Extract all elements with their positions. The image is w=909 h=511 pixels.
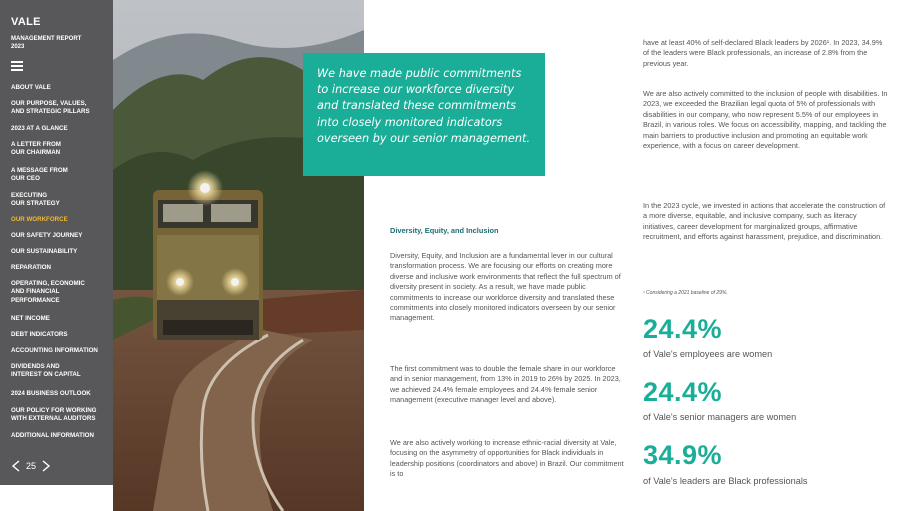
stat-value-black-leaders: 34.9% [643, 440, 723, 470]
body-paragraph-2: The first commitment was to double the female share in our workforce and in senior management, from 13% in 2019 to 26% by 2025. In 2023, we achieved 24.4% female employees and 24.4% female senior management (executive manager level and above). [390, 364, 621, 405]
sidebar-item-accounting[interactable]: ACCOUNTING INFORMATION [11, 347, 98, 354]
section-heading: Diversity, Equity, and Inclusion [390, 226, 499, 235]
stat-value-employees-women: 24.4% [643, 314, 723, 344]
sidebar-item-about-vale[interactable]: ABOUT VALE [11, 84, 51, 91]
brand-logo[interactable]: VALE [11, 16, 41, 28]
sidebar-item-performance[interactable]: OPERATING, ECONOMIC AND FINANCIAL PERFORMANCE [11, 280, 85, 304]
sidebar-item-strategy[interactable]: EXECUTING OUR STRATEGY [11, 192, 60, 208]
sidebar-item-safety[interactable]: OUR SAFETY JOURNEY [11, 232, 83, 239]
stat-label-employees-women: of Vale's employees are women [643, 349, 773, 359]
stat-label-black-leaders: of Vale's leaders are Black professionals [643, 476, 808, 486]
sidebar-item-workforce[interactable]: OUR WORKFORCE [11, 216, 68, 223]
sidebar-item-chairman-letter[interactable]: A LETTER FROM OUR CHAIRMAN [11, 141, 61, 157]
sidebar-item-dividends[interactable]: DIVIDENDS AND INTEREST ON CAPITAL [11, 363, 81, 379]
chevron-right-icon[interactable] [41, 460, 51, 472]
right-paragraph-1: have at least 40% of self-declared Black leaders by 2026¹. In 2023, 34.9% of the leaders were Black professionals, an increase of 2.8% from the previous year. [643, 38, 883, 68]
body-paragraph-3: We are also actively working to increase ethnic-racial diversity at Vale, focusing on the asymmetry of opportunities for Black individuals in leadership positions (coordinators and above) in Brazil. Our commitment is to [390, 438, 624, 479]
sidebar-item-net-income[interactable]: NET INCOME [11, 315, 50, 322]
sidebar-item-debt[interactable]: DEBT INDICATORS [11, 331, 68, 338]
page-pager [11, 460, 51, 472]
page-number: 25 [26, 461, 37, 471]
sidebar-item-at-a-glance[interactable]: 2023 AT A GLANCE [11, 125, 68, 132]
chevron-left-icon[interactable] [11, 460, 21, 472]
right-paragraph-3: In the 2023 cycle, we invested in actions that accelerate the construction of a more diverse, equitable, and inclusive company, such as literacy initiatives, career development for marginalized groups, affirmative recruitment, and efforts against harassment, prejudice, and discrimination. [643, 201, 886, 242]
report-title: MANAGEMENT REPORT 2023 [11, 36, 82, 50]
sidebar-item-additional-info[interactable]: ADDITIONAL INFORMATION [11, 432, 94, 439]
sidebar-item-sustainability[interactable]: OUR SUSTAINABILITY [11, 248, 78, 255]
hamburger-icon[interactable] [11, 61, 23, 71]
sidebar-item-purpose-values[interactable]: OUR PURPOSE, VALUES, AND STRATEGIC PILLARS [11, 100, 90, 116]
sidebar-item-reparation[interactable]: REPARATION [11, 264, 51, 271]
right-paragraph-2: We are also actively committed to the inclusion of people with disabilities. In 2023, we exceeded the Brazilian legal quota of 5% of professionals with disabilities in our company, who now represent 5.5% of our employees in Brazil, in various roles. We focus on accessibility, mapping, and tackling the main barriers to productive inclusion and promoting an equitable work experience, with a focus on career development. [643, 89, 888, 151]
pull-quote-text: We have made public commitments to increase our workforce diversity and translated these commitments into closely monitored indicators overseen by our senior management. [317, 67, 531, 145]
sidebar-item-auditors[interactable]: OUR POLICY FOR WORKING WITH EXTERNAL AUDITORS [11, 407, 97, 423]
sidebar [0, 0, 113, 485]
body-paragraph-1: Diversity, Equity, and Inclusion are a fundamental lever in our cultural transformation process. We are focusing our efforts on creating more diverse and inclusive work environments that reflect the full spectrum of diversity present in society. As a result, we have made public commitments to increase our workforce diversity and translated these commitments into closely monitored indicators overseen by our senior management. [390, 251, 621, 323]
stat-label-senior-managers-women: of Vale's senior managers are women [643, 412, 797, 422]
sidebar-item-outlook[interactable]: 2024 BUSINESS OUTLOOK [11, 390, 91, 397]
sidebar-item-ceo-message[interactable]: A MESSAGE FROM OUR CEO [11, 167, 68, 183]
pull-quote-box [303, 53, 545, 176]
footnote: ¹ Considering a 2021 baseline of 29%. [643, 290, 728, 296]
stat-value-senior-managers-women: 24.4% [643, 377, 723, 407]
